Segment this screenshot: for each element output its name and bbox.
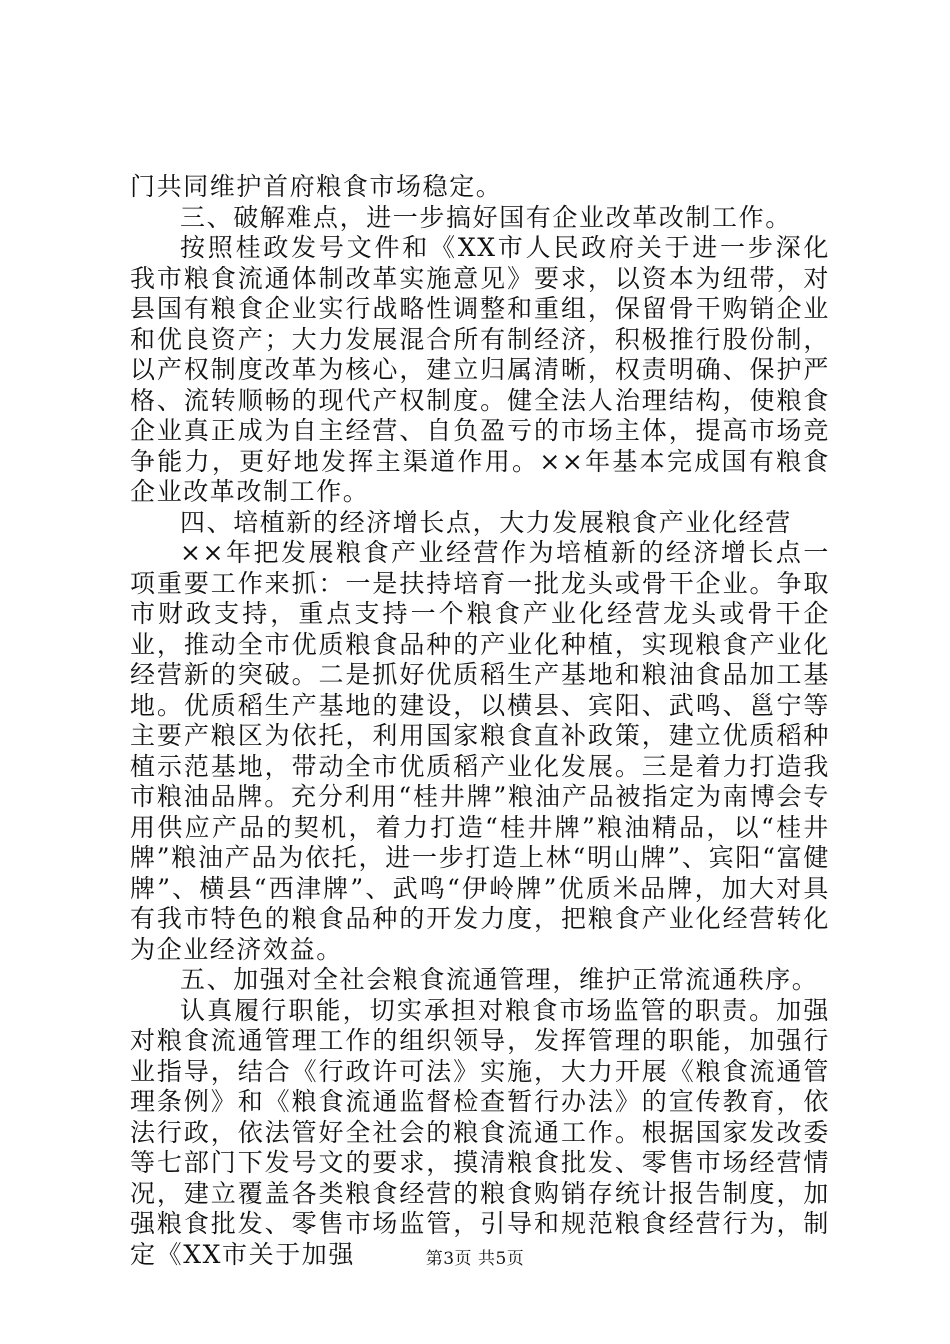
- page-number-footer: 第3页 共5页: [425, 1249, 525, 1269]
- section-heading-3: 三、破解难点，进一步搞好国有企业改革改制工作。: [180, 202, 792, 232]
- paragraph-reform: 按照桂政发号文件和《XX市人民政府关于进一步深化我市粮食流通体制改革实施意见》要求，以资本为纽带，对县国有粮食企业实行战略性调整和重组，保留骨干购销企业和优良资产；大力发展混合所有制经济，积极推行股份制，以产权制度改革为核心，建立归属清晰，权责明确、保护严格、流转顺畅的现代产权制度。健全法人治理结构，使粮食企业真正成为自主经营、自负盈亏的市场主体，提高市场竞争能力，更好地发挥主渠道作用。××年基本完成国有粮食企业改革改制工作。: [130, 233, 830, 506]
- document-body: [130, 172, 830, 1270]
- section-heading-5: 五、加强对全社会粮食流通管理，维护正常流通秩序。: [180, 965, 819, 994]
- paragraph-circulation-management: 认真履行职能，切实承担对粮食市场监管的职责。加强对粮食流通管理工作的组织领导，发挥管理的职能，加强行业指导，结合《行政许可法》实施，大力开展《粮食流通管理条例》和《粮食流通监督检查暂行办法》的宣传教育，依法行政，依法管好全社会的粮食流通工作。根据国家发改委等七部门下发号文的要求，摸清粮食批发、零售市场经营情况，建立覆盖各类粮食经营的粮食购销存统计报告制度，加强粮食批发、零售市场监管，引导和规范粮食经营行为，制定《XX市关于加强: [130, 995, 830, 1269]
- paragraph-continuation: 门共同维护首府粮食市场稳定。: [130, 172, 503, 201]
- paragraph-industrialization: ××年把发展粮食产业经营作为培植新的经济增长点一项重要工作来抓：一是扶持培育一批龙头或骨干企业。争取市财政支持，重点支持一个粮食产业化经营龙头或骨干企业，推动全市优质粮食品种的产业化种植，实现粮食产业化经营新的突破。二是抓好优质稻生产基地和粮油食品加工基地。优质稻生产基地的建设，以横县、宾阳、武鸣、邕宁等主要产粮区为依托，利用国家粮食直补政策，建立优质稻种植示范基地，带动全市优质稻产业化发展。三是着力打造我市粮油品牌。充分利用“桂井牌”粮油产品被指定为南博会专用供应产品的契机，着力打造“桂井牌”粮油精品，以“桂井牌”粮油产品为依托，进一步打造上林“明山牌”、宾阳“富健牌”、横县“西津牌”、武鸣“伊岭牌”优质米品牌，加大对具有我市特色的粮食品种的开发力度，把粮食产业化经营转化为企业经济效益。: [130, 538, 830, 964]
- section-heading-4: 四、培植新的经济增长点，大力发展粮食产业化经营: [180, 507, 792, 537]
